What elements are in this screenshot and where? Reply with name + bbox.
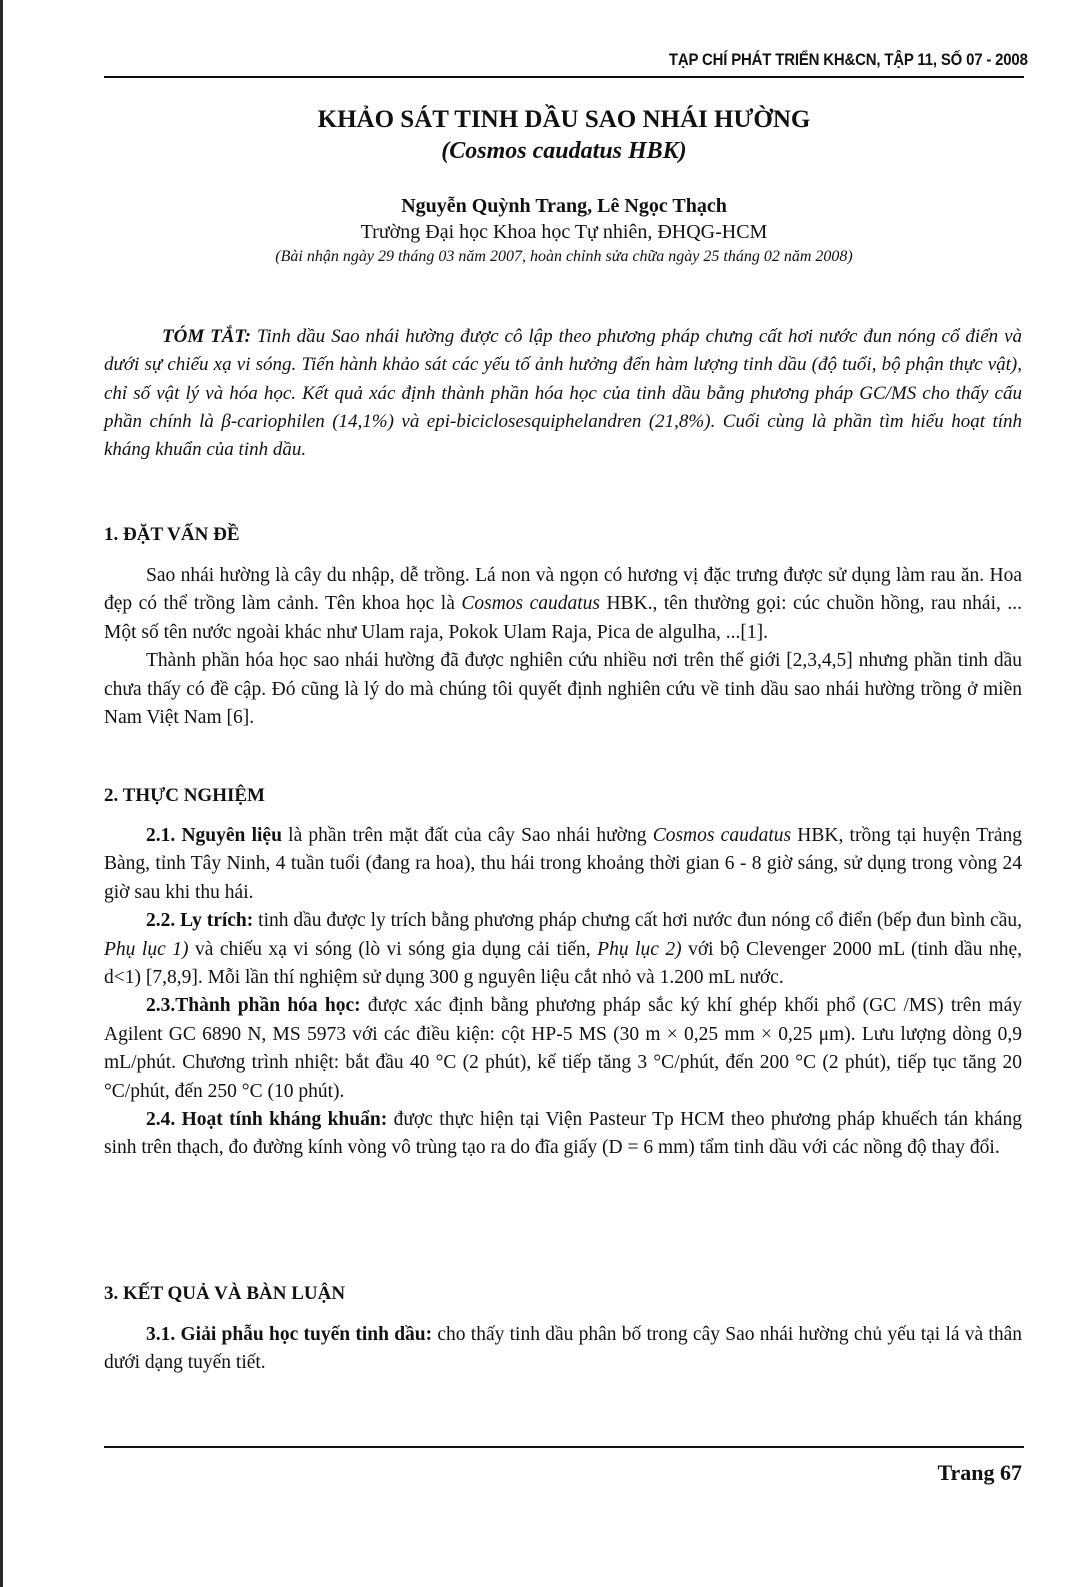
paper-title: KHẢO SÁT TINH DẦU SAO NHÁI HƯỜNG — [317, 106, 811, 133]
paper-subtitle — [104, 136, 1024, 166]
section-3-heading: 3. KẾT QUẢ VÀ BÀN LUẬN — [104, 1283, 346, 1304]
scan-edge — [0, 0, 3, 1587]
section-2-body — [104, 822, 1022, 1163]
section-1-body — [104, 562, 1022, 732]
s1-p1-text-b: HBK., tên thường gọi: cúc chuồn hồng, rau nhái, ... Một số tên nước ngoài khác như Ulam raja, Pokok Ulam Raja, Pica de algulha, ...[1]. — [104, 593, 1022, 643]
affiliation: Trường Đại học Khoa học Tự nhiên, ĐHQG-HCM — [360, 221, 768, 243]
author-names: Nguyễn Quỳnh Trang, Lê Ngọc Thạch — [401, 195, 727, 217]
s23-text: được xác định bằng phương pháp sắc ký khí ghép khối phổ (GC /MS) trên máy Agilent GC 6890 N, MS 5973 với các điều kiện: cột HP-5 MS (30 m × 0,25 mm × 0,25 μm). Lưu lượng dòng 0,9 mL/phút. Chương trình nhiệt: bắt đầu 40 °C (2 phút), kế tiếp tăng 3 °C/phút, đến 200 °C (2 phút), tiếp tục tăng 20 °C/phút, đến 250 °C (10 phút). — [104, 995, 1022, 1102]
s21-label: 2.1. Nguyên liệu — [146, 825, 282, 846]
section-2-heading: 2. THỰC NGHIỆM — [104, 785, 265, 806]
title-block — [104, 104, 1024, 166]
s21-sci-name: Cosmos caudatus — [652, 825, 792, 846]
section-3-body — [104, 1321, 1022, 1378]
s21-text-a: là phần trên mặt đất của cây Sao nhái hường — [281, 825, 653, 846]
s1-p1-sci-name: Cosmos caudatus — [461, 593, 600, 615]
s24-text: được thực hiện tại Viện Pasteur Tp HCM theo phương pháp khuếch tán kháng sinh trên thạch, đo đường kính vòng vô trùng tạo ra do đĩa giấy (D = 6 mm) tẩm tinh dầu với các nồng độ thay đổi. — [104, 1109, 1022, 1159]
s22-ref-1: Phụ lục 1) — [104, 938, 189, 960]
received-date: (Bài nhận ngày 29 tháng 03 năm 2007, hoàn chỉnh sửa chữa ngày 25 tháng 02 năm 2008) — [275, 248, 853, 265]
section-1-heading: 1. ĐẶT VẤN ĐỀ — [104, 524, 240, 545]
abstract-lead: TÓM TẮT: — [162, 326, 251, 347]
s22-text-c: với bộ Clevenger 2000 mL (tinh dầu nhẹ, d<1) [7,8,9]. Mỗi lần thí nghiệm sử dụng 300 g nguyên liệu cắt nhỏ và 1.200 mL nước. — [104, 938, 1022, 989]
s24-label: 2.4. Hoạt tính kháng khuẩn: — [146, 1109, 388, 1131]
s1-p1-text-a: Sao nhái hường là cây du nhập, dễ trồng. Lá non và ngọn có hương vị đặc trưng được sử dụng làm rau ăn. Hoa đẹp có thể trồng làm cảnh. Tên khoa học là — [104, 565, 1022, 615]
s22-ref-2: Phụ lục 2) — [597, 938, 682, 960]
header-rule — [104, 76, 1024, 78]
s31-text: cho thấy tinh dầu phân bố trong cây Sao nhái hường chủ yếu tại lá và thân dưới dạng tuyến tiết. — [104, 1324, 1022, 1374]
scientific-name: (Cosmos caudatus HBK) — [441, 138, 687, 164]
s31-label: 3.1. Giải phẫu học tuyến tinh dầu: — [146, 1324, 433, 1345]
s21-text-b: HBK, trồng tại huyện Trảng Bàng, tỉnh Tây Ninh, 4 tuần tuổi (đang ra hoa), thu hái trong khoảng thời gian 6 - 8 giờ sáng, sử dụng trong vòng 24 giờ sau khi thu hái. — [104, 825, 1023, 903]
page-number: Trang 67 — [937, 1460, 1022, 1485]
s22-text-b: và chiếu xạ vi sóng (lò vi sóng gia dụng cải tiến, — [188, 938, 598, 960]
s1-p2: Thành phần hóa học sao nhái hường đã được nghiên cứu nhiều nơi trên thế giới [2,3,4,5] nhưng phần tinh dầu chưa thấy có đề cập. Đó cũng là lý do mà chúng tôi quyết định nghiên cứu về tinh dầu sao nhái hường trồng ở miền Nam Việt Nam [6]. — [104, 650, 1022, 729]
abstract-text: Tinh dầu Sao nhái hường được cô lập theo phương pháp chưng cất hơi nước đun nóng cổ điển và dưới sự chiếu xạ vi sóng. Tiến hành khảo sát các yếu tố ảnh hưởng đến hàm lượng tinh dầu (độ tuổi, bộ phận thực vật), chỉ số vật lý và hóa học. Kết quả xác định thành phần hóa học của tinh dầu bằng phương pháp GC/MS cho thấy cấu phần chính là β-cariophilen (14,1%) và epi-biciclosesquiphelandren (21,8%). Cuối cùng là phần tìm hiểu hoạt tính kháng khuẩn của tinh dầu. — [104, 326, 1023, 461]
abstract — [104, 323, 1022, 464]
authors-block — [104, 193, 1024, 269]
s23-label: 2.3.Thành phần hóa học: — [146, 995, 361, 1017]
journal-header: TẠP CHÍ PHÁT TRIỂN KH&CN, TẬP 11, SỐ 07 - 2008 — [669, 50, 1028, 69]
footer-rule — [104, 1446, 1024, 1448]
s22-text-a: tinh dầu được ly trích bằng phương pháp chưng cất hơi nước đun nóng cổ điển (bếp đun bình cầu, — [253, 910, 1022, 932]
s22-label: 2.2. Ly trích: — [146, 910, 254, 932]
